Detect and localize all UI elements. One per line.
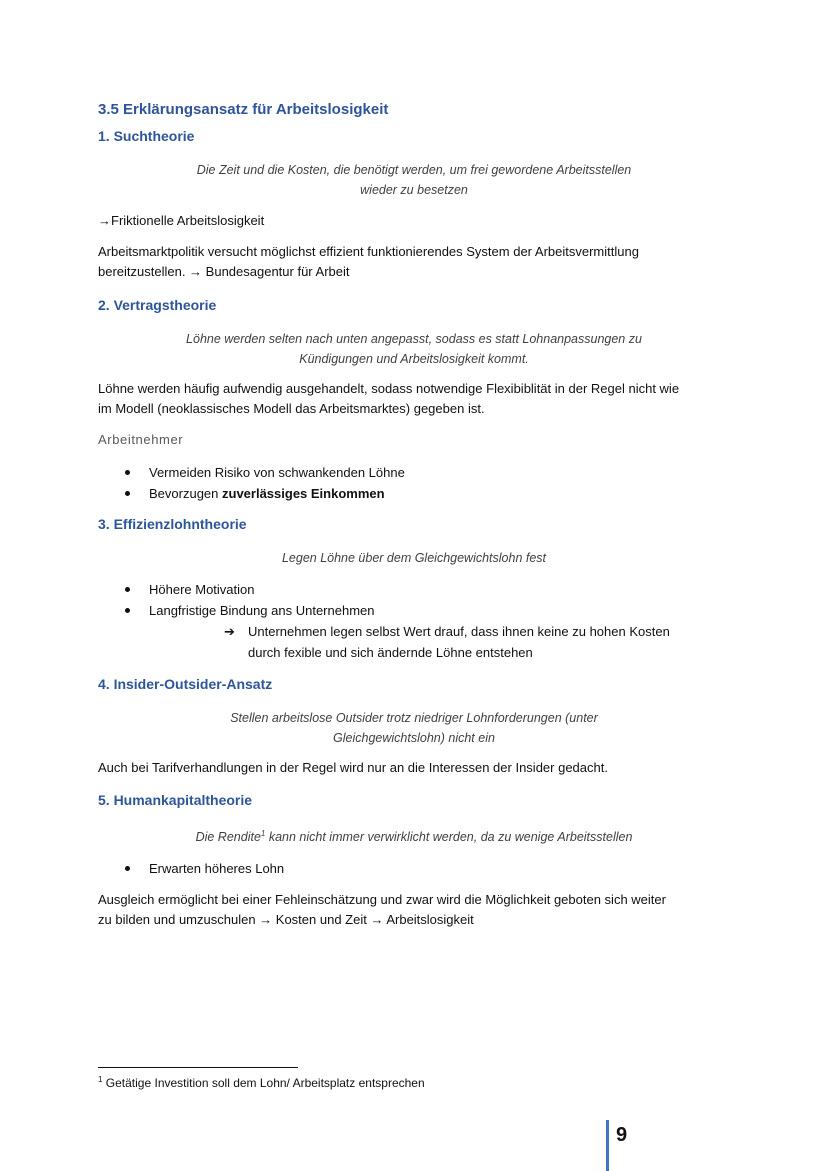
list-item-text: Bevorzugen xyxy=(149,486,222,501)
footnote-separator xyxy=(98,1067,298,1068)
quote-suchtheorie xyxy=(154,160,674,200)
paragraph-loehne xyxy=(98,379,730,419)
paragraph-line: im Modell (neoklassisches Modell das Arbeitsmarktes) gegeben ist. xyxy=(98,401,485,416)
quote-effizienzlohntheorie: Legen Löhne über dem Gleichgewichtslohn fest xyxy=(281,551,547,565)
quote-humankapitaltheorie xyxy=(154,824,674,847)
quote-line: wieder zu besetzen xyxy=(360,183,468,197)
arrow-icon: → xyxy=(98,213,111,228)
footnote-marker: 1 xyxy=(98,1075,103,1084)
arrow-text-line: durch fexible und sich ändernde Löhne entstehen xyxy=(248,645,533,660)
quote-line: Stellen arbeitslose Outsider trotz niedriger Lohnforderungen (unter xyxy=(230,711,598,725)
arrow-text: Friktionelle Arbeitslosigkeit xyxy=(111,213,265,228)
footnote-reference[interactable]: 1 xyxy=(260,829,266,838)
list-item: Vermeiden Risiko von schwankenden Löhne xyxy=(98,462,730,483)
heading-vertragstheorie: 2. Vertragstheorie xyxy=(98,297,217,313)
paragraph-arbeitsmarktpolitik xyxy=(98,242,730,282)
quote-vertragstheorie xyxy=(154,329,674,369)
paragraph-line: Ausgleich ermöglicht bei einer Fehleinschätzung und zwar wird die Möglichkeit geboten sich weiter xyxy=(98,892,666,908)
arrow-text-line: Unternehmen legen selbst Wert drauf, dass ihnen keine zu hohen Kosten xyxy=(248,624,670,639)
paragraph-tarifverhandlungen: Auch bei Tarifverhandlungen in der Regel wird nur an die Interessen der Insider gedacht. xyxy=(98,760,608,775)
arrow-block-unternehmen xyxy=(98,621,730,663)
heading-humankapitaltheorie: 5. Humankapitaltheorie xyxy=(98,792,253,808)
list-item xyxy=(98,483,730,504)
paragraph-ausgleich xyxy=(98,890,730,930)
arrow-right-icon: ➔ xyxy=(224,624,235,639)
list-item-bold: zuverlässiges Einkommen xyxy=(222,486,385,501)
paragraph-line: Löhne werden häufig aufwendig ausgehandelt, sodass notwendige Flexibiblität in der Regel nicht wie xyxy=(98,381,680,396)
document-page xyxy=(98,100,730,930)
quote-text: kann nicht immer verwirklicht werden, da zu wenige Arbeitsstellen xyxy=(265,830,633,845)
paragraph-line: bereitzustellen. → Bundesagentur für Arbeit xyxy=(98,264,350,279)
list-humankapital xyxy=(98,858,730,879)
heading-insider-outsider: 4. Insider-Outsider-Ansatz xyxy=(98,676,273,692)
list-effizienz xyxy=(98,579,730,621)
list-arbeitnehmer xyxy=(98,462,730,504)
quote-line: Kündigungen und Arbeitslosigkeit kommt. xyxy=(299,352,529,366)
quote-line: Gleichgewichtslohn) nicht ein xyxy=(333,731,495,745)
list-item: Erwarten höheres Lohn xyxy=(98,858,730,879)
quote-line: Die Zeit und die Kosten, die benötigt werden, um frei gewordene Arbeitsstellen xyxy=(196,163,632,177)
footnote xyxy=(98,1075,425,1090)
paragraph-line: Arbeitsmarktpolitik versucht möglichst effizient funktionierendes System der Arbeitsvermittlung xyxy=(98,244,639,259)
list-item: Langfristige Bindung ans Unternehmen xyxy=(98,600,730,621)
heading-effizienzlohntheorie: 3. Effizienzlohntheorie xyxy=(98,516,247,532)
heading-suchtheorie: 1. Suchtheorie xyxy=(98,128,195,144)
arrow-line-friktionell xyxy=(98,211,730,231)
list-item: Höhere Motivation xyxy=(98,579,730,600)
quote-line: Löhne werden selten nach unten angepasst, sodass es statt Lohnanpassungen zu xyxy=(186,332,642,346)
quote-insider-outsider xyxy=(154,708,674,748)
section-title: 3.5 Erklärungsansatz für Arbeitslosigkeit xyxy=(98,101,389,118)
label-arbeitnehmer: Arbeitnehmer xyxy=(98,432,184,447)
paragraph-line: zu bilden und umzuschulen → Kosten und Zeit → Arbeitslosigkeit xyxy=(98,912,474,928)
page-number-bar xyxy=(606,1120,609,1171)
page-number: 9 xyxy=(616,1124,628,1146)
footnote-text: Getätige Investition soll dem Lohn/ Arbeitsplatz entsprechen xyxy=(102,1076,425,1090)
quote-text: Die Rendite xyxy=(195,830,261,845)
